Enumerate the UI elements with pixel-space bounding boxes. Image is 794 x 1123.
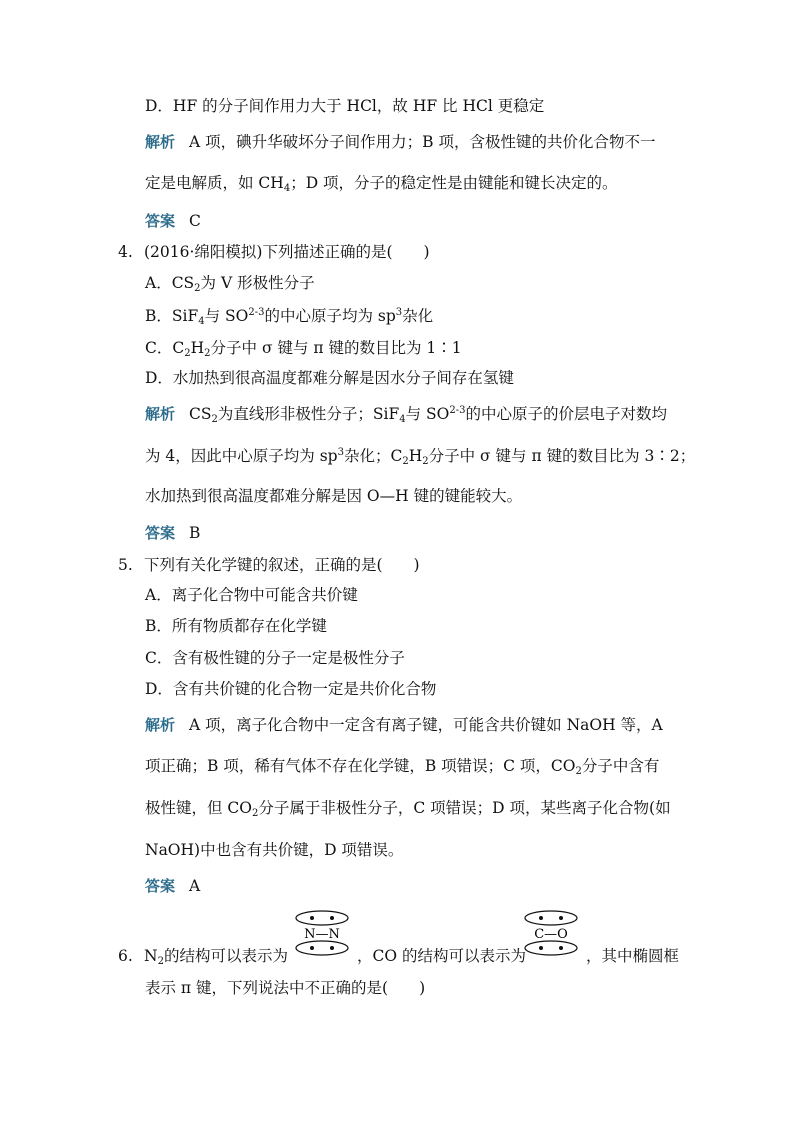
co-formula: C—O — [534, 927, 568, 942]
q5-stem — [118, 555, 420, 575]
text: A 项，离子化合物中一定含有离子键，可能含共价键如 NaOH 等，A — [189, 716, 663, 734]
superscript: 3 — [395, 307, 403, 318]
q5-answer — [145, 876, 200, 896]
subscript: 2 — [184, 348, 191, 359]
n2-structure-svg — [292, 908, 352, 958]
pi-bond-ellipse-bottom — [525, 941, 577, 955]
q4-stem — [118, 242, 430, 262]
n2-formula: N—N — [304, 927, 340, 942]
subscript: 2 — [204, 348, 211, 359]
subscript: 2 — [575, 766, 582, 777]
subscript: 2 — [252, 808, 259, 819]
subscript: 2 — [422, 456, 429, 467]
analysis-text: A 项，碘升华破坏分子间作用力；B 项，含极性键的共价化合物不一 — [189, 133, 656, 151]
superscript: 2-3 — [248, 307, 265, 318]
question-number: 5. — [118, 556, 133, 574]
electron-dot — [310, 946, 314, 950]
analysis-label: 解析 — [145, 133, 176, 151]
superscript: 3 — [337, 447, 344, 458]
text: 与 SO — [204, 307, 249, 325]
q4-option-b — [145, 306, 433, 326]
q4-option-c — [145, 338, 462, 358]
text: 分子中 σ 键与 π 键的数目比为 3∶2； — [428, 447, 696, 465]
electron-dot — [310, 916, 314, 920]
electron-dot — [539, 916, 543, 920]
q3-answer — [145, 211, 201, 231]
question-number: 4. — [118, 243, 133, 261]
q4-analysis-line1 — [145, 404, 667, 424]
question-stem: 下列有关化学键的叙述，正确的是( ) — [144, 556, 420, 574]
co-structure-svg — [521, 908, 581, 958]
electron-dot — [559, 916, 563, 920]
q5-analysis-line2 — [145, 756, 659, 776]
answer-value: C — [189, 212, 201, 230]
q5-option-b: B．所有物质都存在化学键 — [145, 617, 327, 635]
q3-analysis-line2 — [145, 173, 618, 193]
q6-line2: 表示 π 键，下列说法中不正确的是( ) — [145, 979, 426, 997]
subscript: 2 — [402, 456, 409, 467]
q5-analysis-line4: NaOH)中也含有共价键，D 项错误。 — [145, 841, 404, 859]
subscript: 4 — [198, 316, 205, 327]
text: 分子中含有 — [581, 757, 660, 775]
pi-bond-ellipse-top — [296, 911, 348, 925]
question-stem: (2016·绵阳模拟)下列描述正确的是( ) — [144, 243, 430, 261]
text: H — [408, 447, 423, 465]
q4-answer — [145, 523, 200, 543]
electron-dot — [559, 946, 563, 950]
text: CS — [189, 405, 212, 423]
text: 项正确；B 项，稀有气体不存在化学键，B 项错误；C 项，CO — [145, 757, 576, 775]
electron-dot — [330, 916, 334, 920]
pi-bond-ellipse-top — [525, 911, 577, 925]
text: 杂化 — [402, 307, 434, 325]
q5-option-d: D．含有共价键的化合物一定是共价化合物 — [145, 680, 437, 698]
text: ；D 项，分子的稳定性是由键能和键长决定的。 — [290, 174, 618, 192]
subscript: 4 — [283, 183, 291, 194]
text: A．CS — [145, 274, 195, 292]
q4-option-d: D．水加热到很高温度都难分解是因水分子间存在氢键 — [145, 369, 514, 387]
text: 的结构可以表示为 — [163, 947, 288, 965]
answer-label: 答案 — [145, 212, 176, 230]
text: 为直线形非极性分子；SiF — [217, 405, 400, 423]
text: 极性键，但 CO — [145, 799, 252, 817]
q5-analysis-line3 — [145, 798, 671, 818]
text: 的中心原子的价层电子对数均 — [465, 405, 667, 423]
text: 为 V 形极性分子 — [200, 274, 315, 292]
text: N — [144, 947, 158, 965]
q3-analysis-line1 — [145, 132, 655, 152]
analysis-label: 解析 — [145, 405, 176, 423]
q6-line1-right: ，其中椭圆框 — [586, 947, 680, 965]
electron-dot — [539, 946, 543, 950]
answer-label: 答案 — [145, 524, 176, 542]
text: B．SiF — [145, 307, 199, 325]
text: H — [190, 339, 205, 357]
question-number: 6. — [118, 947, 133, 965]
pi-bond-ellipse-bottom — [296, 941, 348, 955]
analysis-label: 解析 — [145, 716, 176, 734]
text: 分子中 σ 键与 π 键的数目比为 1∶1 — [210, 339, 462, 357]
q6-line1-mid: ，CO 的结构可以表示为 — [357, 947, 526, 965]
subscript: 4 — [399, 414, 406, 425]
text: 定是电解质，如 CH — [145, 174, 284, 192]
text: 为 4，因此中心原子均为 sp — [145, 447, 338, 465]
co-structure-diagram — [521, 908, 581, 958]
answer-value: B — [189, 524, 201, 542]
text: C．C — [145, 339, 185, 357]
answer-label: 答案 — [145, 877, 176, 895]
n2-structure-diagram — [292, 908, 352, 958]
q5-option-c: C．含有极性键的分子一定是极性分子 — [145, 649, 405, 667]
subscript: 2 — [157, 956, 164, 967]
q6-line1-left — [118, 946, 288, 966]
subscript: 2 — [211, 414, 218, 425]
electron-dot — [330, 946, 334, 950]
q5-analysis-line1 — [145, 715, 663, 735]
text: 的中心原子均为 sp — [264, 307, 396, 325]
text: 与 SO — [405, 405, 450, 423]
q4-analysis-line3: 水加热到很高温度都难分解是因 O—H 键的键能较大。 — [145, 487, 523, 505]
q5-option-a: A．离子化合物中可能含共价键 — [145, 586, 358, 604]
q4-analysis-line2 — [145, 446, 695, 466]
subscript: 2 — [194, 283, 201, 294]
answer-value: A — [189, 877, 201, 895]
text: 杂化；C — [343, 447, 403, 465]
superscript: 2-3 — [449, 405, 466, 416]
text: 分子属于非极性分子，C 项错误；D 项，某些离子化合物(如 — [258, 799, 671, 817]
q3-option-d: D．HF 的分子间作用力大于 HCl，故 HF 比 HCl 更稳定 — [145, 97, 545, 115]
q4-option-a — [145, 273, 315, 293]
